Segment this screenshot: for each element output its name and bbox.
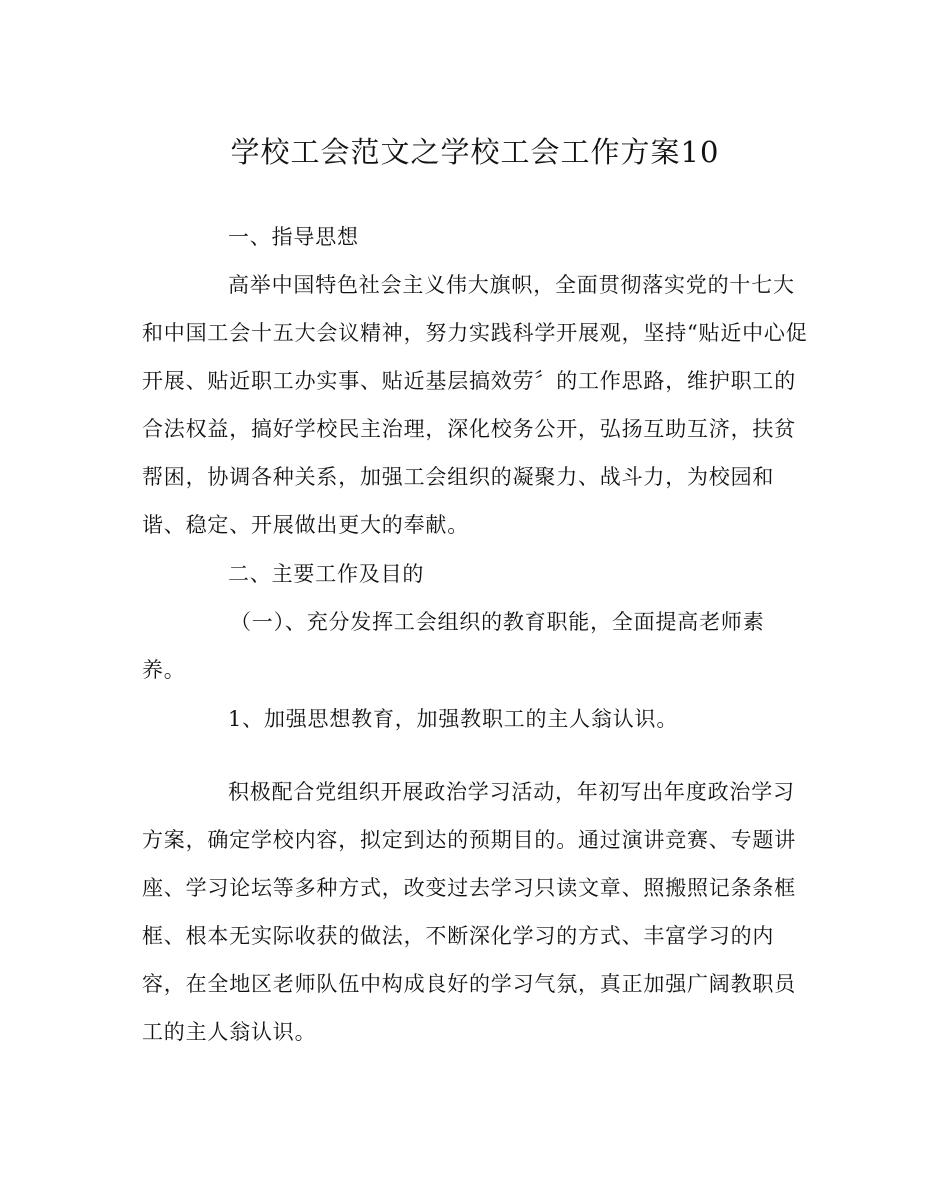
paragraph-line: 工的主人翁认识。 — [142, 1020, 317, 1044]
document-title: 学校工会范文之学校工会工作方案10 — [230, 135, 720, 169]
paragraph-line: 开展、贴近职工办实事、贴近基层搞效劳〞的工作思路，维护职工的 — [142, 369, 796, 393]
paragraph-line: 方案，确定学校内容，拟定到达的预期目的。通过演讲竞赛、专题讲 — [142, 828, 796, 852]
paragraph-line: 高举中国特色社会主义伟大旗帜，全面贯彻落实党的十七大 — [228, 273, 795, 297]
section-heading: 一、指导思想 — [228, 225, 359, 249]
item-heading: 1、加强思想教育，加强教职工的主人翁认识。 — [228, 707, 679, 731]
paragraph-line: 座、学习论坛等多种方式，改变过去学习只读文章、照搬照记条条框 — [142, 876, 796, 900]
paragraph-line: 合法权益，搞好学校民主治理，深化校务公开，弘扬互助互济，扶贫 — [142, 417, 796, 441]
paragraph-line: 帮困，协调各种关系，加强工会组织的凝聚力、战斗力，为校园和 — [142, 465, 775, 489]
paragraph-line: 积极配合党组织开展政治学习活动，年初写出年度政治学习 — [228, 780, 795, 804]
section-heading: 二、主要工作及目的 — [228, 562, 425, 586]
paragraph-line: 容，在全地区老师队伍中构成良好的学习气氛，真正加强广阔教职员 — [142, 972, 796, 996]
paragraph-line: 谐、稳定、开展做出更大的奉献。 — [142, 513, 469, 537]
paragraph-line: 和中国工会十五大会议精神，努力实践科学开展观，坚持“贴近中心促 — [142, 321, 808, 345]
paragraph-line: 框、根本无实际收获的做法，不断深化学习的方式、丰富学习的内 — [142, 924, 775, 948]
subsection-heading-continued: 养。 — [142, 658, 186, 682]
subsection-heading: （一）、充分发挥工会组织的教育职能，全面提高老师素 — [230, 610, 765, 634]
